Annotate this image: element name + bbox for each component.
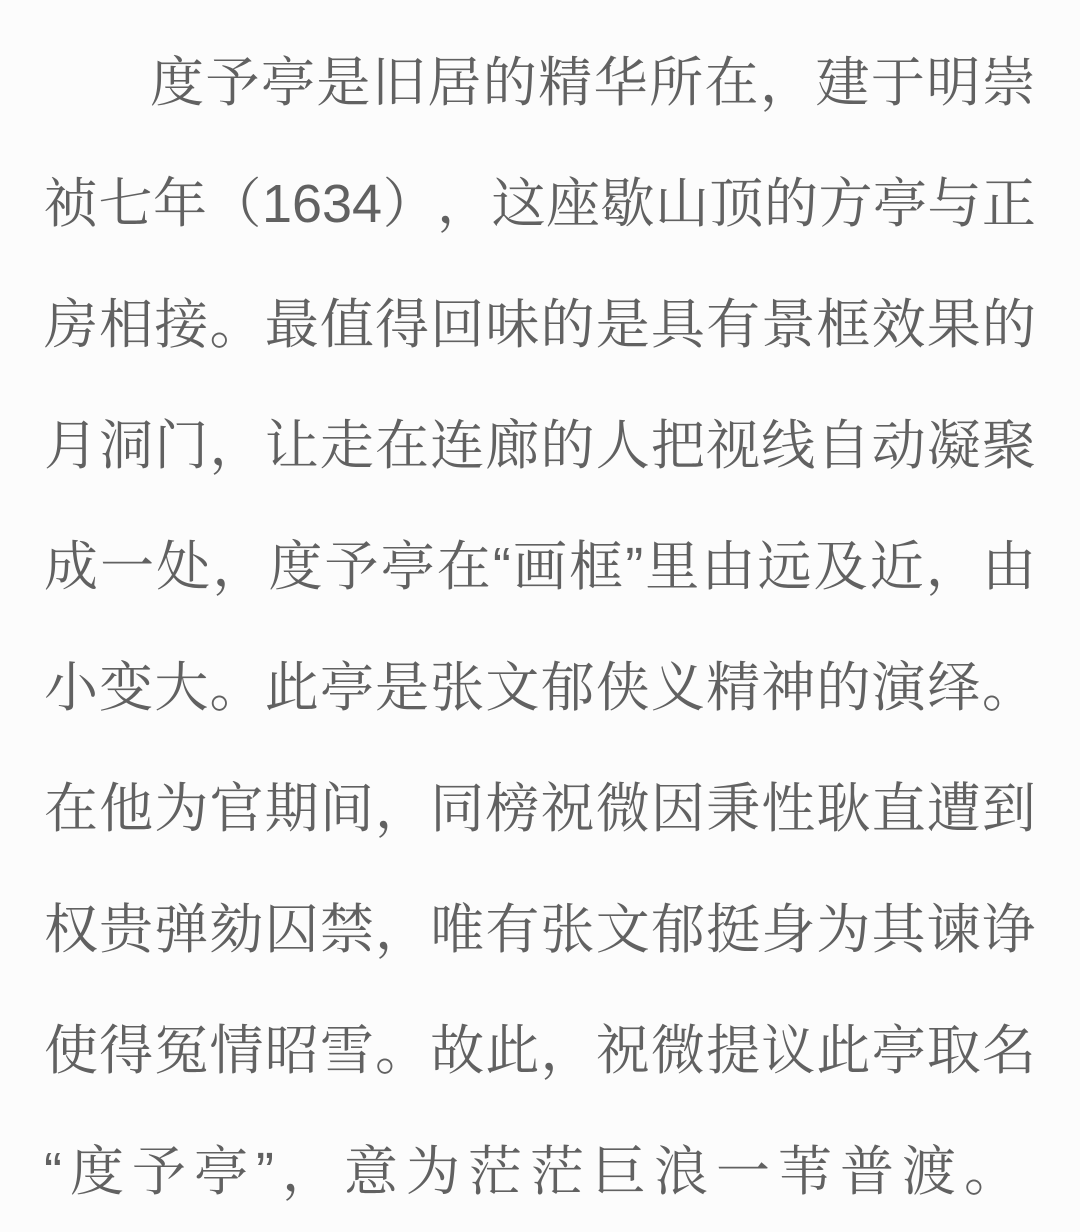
text-line-1: 度 予 亭 是 旧 居 的 精 华 所 在 ， 建 于 明 崇 [150,52,1036,113]
text-line-3: 房 相 接 。 最 值 得 回 味 的 是 具 有 景 框 效 果 的 [44,294,1036,355]
text-line-5: 成 一 处 ， 度 予 亭 在 “ 画 框 ” 里 由 远 及 近 ， 由 [44,536,1036,597]
text-line-9: 使 得 冤 情 昭 雪 。 故 此 ， 祝 微 提 议 此 亭 取 名 [44,1020,1036,1081]
text-line-4: 月 洞 门 ， 让 走 在 连 廊 的 人 把 视 线 自 动 凝 聚 [44,415,1036,476]
text-line-8: 权 贵 弹 劾 囚 禁 ， 唯 有 张 文 郁 挺 身 为 其 谏 诤 [44,899,1036,960]
text-line-10: “ 度 予 亭 ” ， 意 为 茫 茫 巨 浪 一 苇 普 渡 。 [44,1141,1018,1202]
paragraph [44,22,1036,1232]
text-line-2: 祯 七 年 （ 1634 ） ， 这 座 歇 山 顶 的 方 亭 与 正 [44,173,1036,234]
text-line-6: 小 变 大 。 此 亭 是 张 文 郁 侠 义 精 神 的 演 绎 。 [44,657,1036,718]
text-line-7: 在 他 为 官 期 间 ， 同 榜 祝 微 因 秉 性 耿 直 遭 到 [44,778,1036,839]
